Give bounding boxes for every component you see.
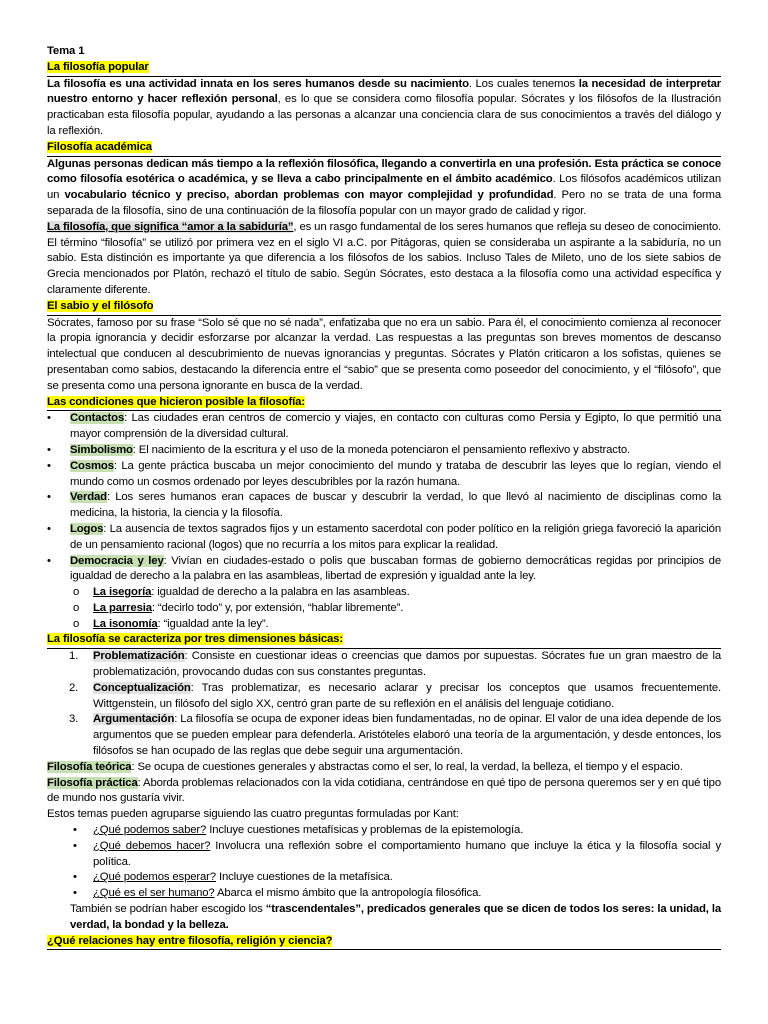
kant-question: • ¿Qué es el ser humano? Abarca el mismo ámbito que la antropología filosófica. — [73, 887, 482, 900]
paragraph-sabio: Sócrates, famoso por su frase “Solo sé que no sé nada”, enfatizaba que no era un sabio. Para él, el conocimiento comienza al reconocer la propia ignorancia y decidir esforzarse por alcanzar la verdad. Las respuestas a las preguntas son breves momentos de descanso intelectual que conducen al descubrimiento de nuevas ignorancias y preguntas. Sócrates y Platón criticaron a los sofistas, quienes se presentaban como sabios, destacando la diferencia entre el “sabio” que se presenta como poseedor del conocimiento, y el “filósofo”, que se presenta como una persona ignorante en busca de la verdad. — [47, 316, 721, 392]
section-heading-academica: Filosofía académica — [47, 140, 721, 157]
section-heading-popular: La filosofía popular — [47, 60, 721, 77]
kant-questions-list — [47, 823, 721, 902]
list-item: • Verdad: Los seres humanos eran capaces de buscar y descubrir la verdad, lo que llevó al nacimiento de disciplinas como la medicina, la historia, la ciencia y la filosofía. — [47, 491, 721, 520]
numbered-item: 3. Argumentación: La filosofía se ocupa de exponer ideas bien fundamentadas, no de opinar. El valor de una idea depende de los argumentos que se pueden emplear para defenderla. Aristóteles elaboró una teoría de la argumentación, y desde entonces, los filósofos se han ocupado de las reglas que debe seguir una argumentación. — [69, 713, 721, 758]
sub-list-item: o La parresia: “decirlo todo” y, por extensión, “hablar libremente”. — [73, 601, 404, 614]
paragraph-teorica: Filosofía teórica: Se ocupa de cuestiones generales y abstractas como el ser, lo real, la verdad, la belleza, el tiempo y el espacio. — [47, 760, 683, 773]
paragraph-trascendentales: También se podrían haber escogido los “trascendentales”, predicados generales que se dicen de todos los seres: la unidad, la verdad, la bondad y la belleza. — [70, 903, 721, 931]
list-item: • Simbolismo: El nacimiento de la escritura y el uso de la moneda potenciaron el pensamiento reflexivo y abstracto. — [47, 443, 630, 456]
section-heading-dimensiones: La filosofía se caracteriza por tres dimensiones básicas: — [47, 632, 721, 649]
sub-list-item: o La isonomía: “igualdad ante la ley”. — [73, 617, 269, 630]
list-item: • Contactos: Las ciudades eran centros de comercio y viajes, en contacto con culturas como Persia y Egipto, lo que permitió una mayor comprensión de la diversidad cultural. — [47, 412, 721, 441]
sub-list-item: o La isegoría: igualdad de derecho a la palabra en las asambleas. — [73, 586, 410, 599]
paragraph-kant-intro: Estos temas pueden agruparse siguiendo las cuatro preguntas formuladas por Kant: — [47, 808, 459, 821]
section-heading-condiciones: Las condiciones que hicieron posible la filosofía: — [47, 395, 721, 412]
document-page — [47, 44, 721, 950]
numbered-item: 1. Problematización: Consiste en cuestionar ideas o creencias que damos por supuestas. Sócrates fue un gran maestro de la problematización, provocando dudas con sus constantes preguntas. — [69, 650, 721, 679]
paragraph-popular: La filosofía es una actividad innata en los seres humanos desde su nacimiento. Los cuales tenemos la necesidad de interpretar nuestro entorno y hacer reflexión personal, es lo que se considera como filosofía popular. Sócrates y los filósofos de la Ilustración practicaban esta filosofía popular, ayudando a las personas a alcanzar una conciencia clara de sus conocimientos a través del diálogo y la reflexión. — [47, 77, 721, 137]
section-heading-sabio: El sabio y el filósofo — [47, 299, 721, 316]
paragraph-practica: Filosofía práctica: Aborda problemas relacionados con la vida cotidiana, centrándose en qué tipo de persona queremos ser y en qué tipo de mundo nos gustaría vivir. — [47, 776, 721, 805]
conditions-list — [47, 411, 721, 585]
kant-question: • ¿Qué debemos hacer? Involucra una reflexión sobre el comportamiento humano que incluye la ética y la filosofía social y política. — [73, 839, 721, 868]
list-item: • Logos: La ausencia de textos sagrados fijos y un estamento sacerdotal con poder político en la religión griega favoreció la aparición de un pensamiento racional (logos) que no recurría a los mitos para explicar la realidad. — [47, 522, 721, 551]
kant-question: • ¿Qué podemos saber? Incluye cuestiones metafísicas y problemas de la epistemología. — [73, 824, 524, 837]
democracy-sublist — [47, 585, 721, 632]
dimensions-list — [47, 649, 721, 760]
topic-title: Tema 1 — [47, 45, 85, 57]
paragraph-academica: Algunas personas dedican más tiempo a la reflexión filosófica, llegando a convertirla en una profesión. Esta práctica se conoce como filosofía esotérica o académica, y se lleva a cabo principalmente en el ámbito académico. Los filósofos académicos utilizan un vocabulario técnico y preciso, abordan problemas con mayor complejidad y profundidad. Pero no se trata de una forma separada de la filosofía, sino de una continuación de la filosofía popular con un mayor grado de calidad y rigor. — [47, 157, 721, 217]
paragraph-amor-sabiduria: La filosofía, que significa “amor a la sabiduría”, es un rasgo fundamental de los seres humanos que refleja su deseo de conocimiento. El término “filosofía” se utilizó por primera vez en el siglo VI a.C. por Pitágoras, quien se consideraba un aspirante a la sabiduría, no un sabio. Esta distinción es importante ya que diferencia a los filósofos de los sabios. Incluso Tales de Mileto, uno de los siete sabios de Grecia mencionados por Platón, rechazó el título de sabio. Según Sócrates, esto destaca a la filosofía como una actividad específica y claramente diferente. — [47, 220, 721, 296]
kant-question: • ¿Qué podemos esperar? Incluye cuestiones de la metafísica. — [73, 871, 393, 884]
numbered-item: 2. Conceptualización: Tras problematizar, es necesario aclarar y precisar los conceptos que usamos frecuentemente. Wittgenstein, un filósofo del siglo XX, centró gran parte de su reflexión en el análisis del lenguaje cotidiano. — [69, 681, 721, 710]
list-item: • Cosmos: La gente práctica buscaba un mejor conocimiento del mundo y trataba de descubrir las leyes que lo regían, viendo el mundo como un cosmos ordenado por leyes descubribles por la razón humana. — [47, 459, 721, 488]
list-item: • Democracia y ley: Vivían en ciudades-estado o polis que buscaban formas de gobierno democráticas regidas por principios de igualdad de derecho a la palabra en las asambleas, libertad de expresión y igualdad ante la ley. — [47, 554, 721, 583]
section-heading-relaciones: ¿Qué relaciones hay entre filosofía, religión y ciencia? — [47, 934, 721, 951]
